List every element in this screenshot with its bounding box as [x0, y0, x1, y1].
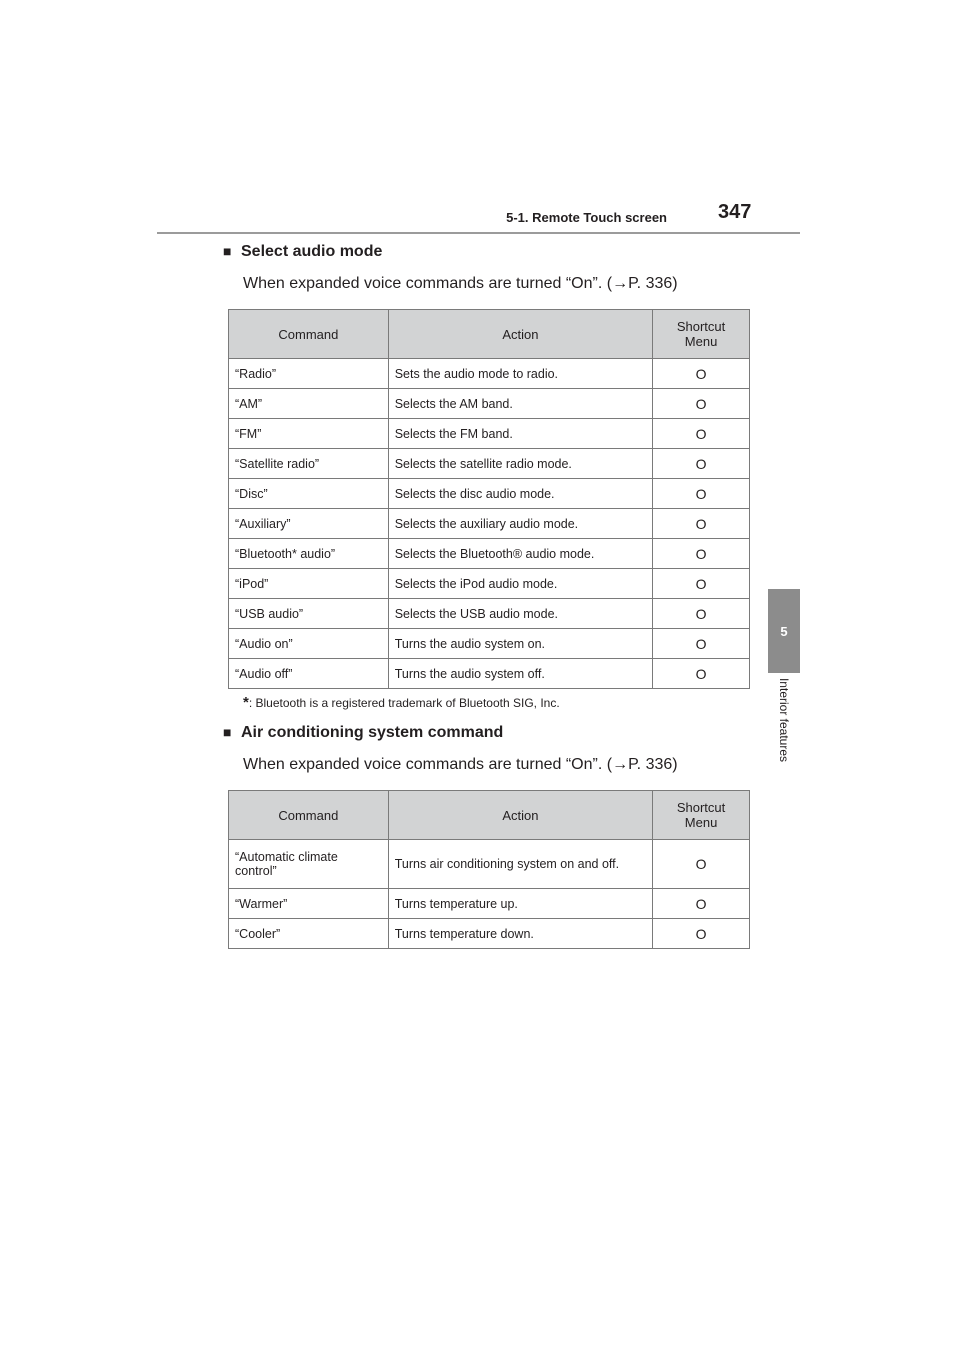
column-header-action: Action — [388, 310, 652, 359]
climate-section-heading — [223, 724, 503, 742]
cell-command: “Bluetooth* audio” — [229, 539, 389, 569]
cell-command: “Disc” — [229, 479, 389, 509]
cell-action: Selects the USB audio mode. — [388, 599, 652, 629]
cell-command: “AM” — [229, 389, 389, 419]
table-row — [229, 599, 750, 629]
shortcut-mark: O — [653, 840, 750, 889]
table-row — [229, 889, 750, 919]
shortcut-mark: O — [653, 419, 750, 449]
shortcut-mark: O — [653, 539, 750, 569]
cell-action: Turns temperature down. — [388, 919, 652, 949]
cell-action: Turns temperature up. — [388, 889, 652, 919]
chapter-label: Interior features — [777, 677, 791, 763]
table-row — [229, 840, 750, 889]
footnote — [243, 694, 560, 711]
shortcut-mark: O — [653, 919, 750, 949]
column-header-shortcut: Shortcut Menu — [653, 310, 750, 359]
cell-command: “iPod” — [229, 569, 389, 599]
table-row — [229, 419, 750, 449]
climate-heading-text: Air conditioning system command — [241, 724, 504, 741]
cell-command: “Radio” — [229, 359, 389, 389]
cell-action: Sets the audio mode to radio. — [388, 359, 652, 389]
footnote-text: : Bluetooth is a registered trademark of Bluetooth SIG, Inc. — [248, 696, 560, 710]
cell-action: Selects the iPod audio mode. — [388, 569, 652, 599]
shortcut-mark: O — [653, 889, 750, 919]
cell-command: “USB audio” — [229, 599, 389, 629]
shortcut-mark: O — [653, 479, 750, 509]
table-row — [229, 479, 750, 509]
shortcut-mark: O — [653, 659, 750, 689]
cell-command: “Automatic climate control” — [229, 840, 389, 889]
cell-command: “Audio on” — [229, 629, 389, 659]
column-header-shortcut: Shortcut Menu — [653, 791, 750, 840]
table-row — [229, 539, 750, 569]
shortcut-mark: O — [653, 569, 750, 599]
header-rule — [157, 232, 800, 234]
table-header-row — [229, 310, 750, 359]
climate-command-table — [228, 790, 750, 949]
table-row — [229, 389, 750, 419]
chapter-tab: 5 — [768, 589, 800, 673]
table-row — [229, 659, 750, 689]
header-section-title: 5-1. Remote Touch screen — [506, 210, 667, 225]
audio-heading-text: Select audio mode — [241, 243, 383, 260]
cell-action: Selects the auxiliary audio mode. — [388, 509, 652, 539]
audio-command-table — [228, 309, 750, 689]
cell-command: “FM” — [229, 419, 389, 449]
cell-command: “Warmer” — [229, 889, 389, 919]
shortcut-mark: O — [653, 599, 750, 629]
shortcut-mark: O — [653, 389, 750, 419]
page-number: 347 — [718, 201, 752, 223]
cell-action: Selects the Bluetooth® audio mode. — [388, 539, 652, 569]
shortcut-mark: O — [653, 509, 750, 539]
table-header-row — [229, 791, 750, 840]
square-bullet-icon: ■ — [223, 243, 232, 259]
cell-action: Selects the AM band. — [388, 389, 652, 419]
audio-section-intro: When expanded voice commands are turned “On”. (→P. 336) — [243, 275, 678, 292]
table-row — [229, 449, 750, 479]
footnote-mark: * — [243, 694, 249, 711]
column-header-action: Action — [388, 791, 652, 840]
cell-action: Turns air conditioning system on and off. — [388, 840, 652, 889]
shortcut-mark: O — [653, 449, 750, 479]
climate-section-intro: When expanded voice commands are turned “On”. (→P. 336) — [243, 756, 678, 773]
cell-action: Selects the FM band. — [388, 419, 652, 449]
shortcut-mark: O — [653, 359, 750, 389]
column-header-command: Command — [229, 310, 389, 359]
cell-command: “Auxiliary” — [229, 509, 389, 539]
square-bullet-icon: ■ — [223, 724, 232, 740]
cell-action: Turns the audio system on. — [388, 629, 652, 659]
cell-command: “Cooler” — [229, 919, 389, 949]
table-row — [229, 629, 750, 659]
audio-section-heading — [223, 243, 382, 261]
table-row — [229, 359, 750, 389]
table-row — [229, 919, 750, 949]
cell-command: “Audio off” — [229, 659, 389, 689]
table-row — [229, 509, 750, 539]
cell-action: Selects the disc audio mode. — [388, 479, 652, 509]
column-header-command: Command — [229, 791, 389, 840]
cell-action: Selects the satellite radio mode. — [388, 449, 652, 479]
cell-command: “Satellite radio” — [229, 449, 389, 479]
table-row — [229, 569, 750, 599]
cell-action: Turns the audio system off. — [388, 659, 652, 689]
shortcut-mark: O — [653, 629, 750, 659]
